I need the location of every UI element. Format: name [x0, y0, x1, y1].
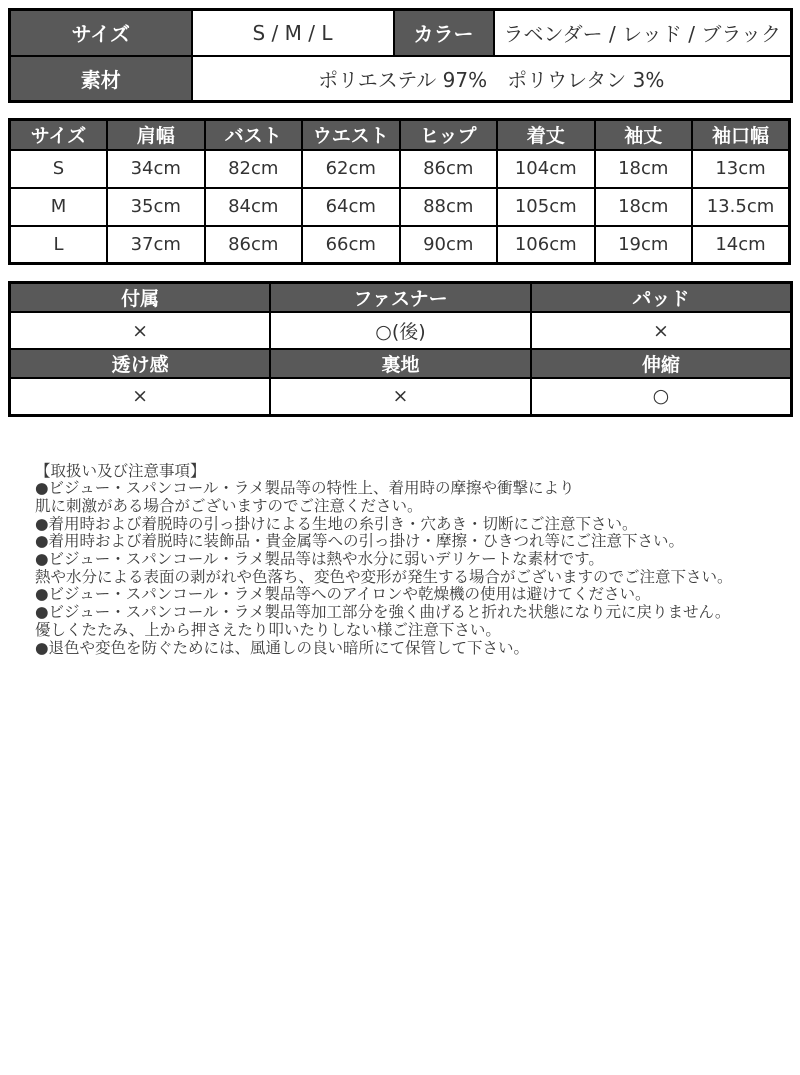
attr-header-lining: 裏地	[270, 349, 531, 378]
table-row	[10, 312, 792, 349]
measure-cell: 62cm	[302, 150, 400, 188]
attr-value-fastener: ○(後)	[270, 312, 531, 349]
care-note-line: 熱や水分による表面の剥がれや色落ち、変色や変形が発生する場合がございますのでご注意下さい。	[35, 567, 733, 586]
attr-value-pad: ×	[531, 312, 792, 349]
size-cell: M	[10, 188, 108, 226]
attr-value-lining: ×	[270, 378, 531, 415]
measure-cell: 35cm	[107, 188, 205, 226]
care-note-line: ●退色や変色を防ぐためには、風通しの良い暗所にて保管して下さい。	[35, 638, 530, 657]
care-notes-title: 【取扱い及び注意事項】	[35, 461, 206, 480]
measure-cell: 86cm	[205, 226, 303, 264]
measure-cell: 88cm	[400, 188, 498, 226]
spec-table	[8, 8, 793, 103]
header-row	[10, 120, 790, 150]
size-cell: L	[10, 226, 108, 264]
attr-header-stretch: 伸縮	[531, 349, 792, 378]
table-row-m	[10, 188, 790, 226]
attr-value-sheerness: ×	[10, 378, 271, 415]
col-header-length: 着丈	[497, 120, 595, 150]
material-label: 素材	[10, 56, 192, 102]
attr-header-accessory: 付属	[10, 283, 271, 313]
product-spec-sheet	[0, 8, 800, 1075]
measure-cell: 14cm	[692, 226, 790, 264]
measurement-table	[8, 118, 791, 265]
attribute-table	[8, 281, 793, 417]
care-note-line: 優しくたたみ、上から押さえたり叩いたりしない様ご注意下さい。	[35, 620, 501, 639]
care-note-line: 肌に刺激がある場合がございますのでご注意ください。	[35, 496, 423, 515]
attr-header-pad: パッド	[531, 283, 792, 313]
care-note-line: ●ビジュー・スパンコール・ラメ製品等は熱や水分に弱いデリケートな素材です。	[35, 550, 604, 569]
header-row	[10, 283, 792, 313]
measure-cell: 19cm	[595, 226, 693, 264]
header-row	[10, 349, 792, 378]
table-row	[10, 378, 792, 415]
measure-cell: 18cm	[595, 150, 693, 188]
attr-header-sheerness: 透け感	[10, 349, 271, 378]
care-note-line: ●ビジュー・スパンコール・ラメ製品等加工部分を強く曲げると折れた状態になり元に戻りません。	[35, 603, 731, 622]
measure-cell: 66cm	[302, 226, 400, 264]
measure-cell: 84cm	[205, 188, 303, 226]
measure-cell: 64cm	[302, 188, 400, 226]
measure-cell: 104cm	[497, 150, 595, 188]
measure-cell: 13cm	[692, 150, 790, 188]
col-header-shoulder: 肩幅	[107, 120, 205, 150]
measure-cell: 105cm	[497, 188, 595, 226]
measure-cell: 18cm	[595, 188, 693, 226]
col-header-bust: バスト	[205, 120, 303, 150]
color-label: カラー	[394, 10, 494, 56]
size-cell: S	[10, 150, 108, 188]
col-header-sleeve: 袖丈	[595, 120, 693, 150]
col-header-size: サイズ	[10, 120, 108, 150]
col-header-cuff: 袖口幅	[692, 120, 790, 150]
care-note-line: ●ビジュー・スパンコール・ラメ製品等の特性上、着用時の摩擦や衝撃により	[35, 479, 575, 498]
material-value: ポリエステル 97% ポリウレタン 3%	[192, 56, 792, 102]
measure-cell: 90cm	[400, 226, 498, 264]
measure-cell: 37cm	[107, 226, 205, 264]
table-row	[10, 56, 792, 102]
table-row-s	[10, 150, 790, 188]
attr-value-accessory: ×	[10, 312, 271, 349]
care-note-line: ●着用時および着脱時の引っ掛けによる生地の糸引き・穴あき・切断にご注意下さい。	[35, 514, 638, 533]
color-value: ラベンダー / レッド / ブラック	[494, 10, 792, 56]
measure-cell: 106cm	[497, 226, 595, 264]
size-value: S / M / L	[192, 10, 394, 56]
care-note-line: ●着用時および着脱時に装飾品・貴金属等への引っ掛け・摩擦・ひきつれ等にご注意下さい。	[35, 532, 685, 551]
measure-cell: 34cm	[107, 150, 205, 188]
col-header-waist: ウエスト	[302, 120, 400, 150]
measure-cell: 82cm	[205, 150, 303, 188]
table-row-l	[10, 226, 790, 264]
measure-cell: 13.5cm	[692, 188, 790, 226]
col-header-hip: ヒップ	[400, 120, 498, 150]
attr-value-stretch: ○	[531, 378, 792, 415]
attr-header-fastener: ファスナー	[270, 283, 531, 313]
care-note-line: ●ビジュー・スパンコール・ラメ製品等へのアイロンや乾燥機の使用は避けてください。	[35, 585, 651, 604]
care-notes	[35, 463, 775, 658]
table-row	[10, 10, 792, 56]
size-label: サイズ	[10, 10, 192, 56]
measure-cell: 86cm	[400, 150, 498, 188]
